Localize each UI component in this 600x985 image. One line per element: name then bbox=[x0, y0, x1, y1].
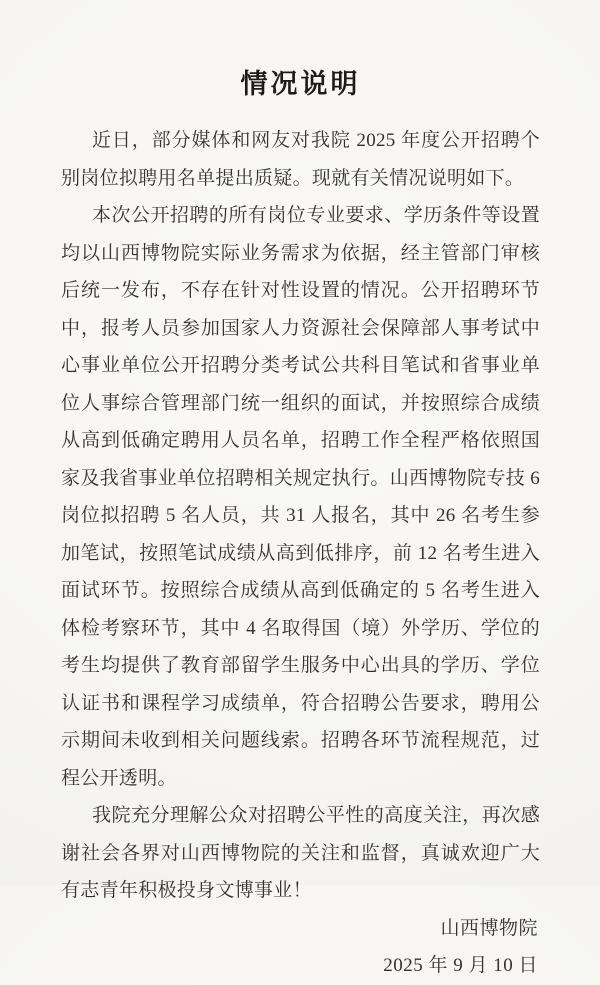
paragraph-main-explanation: 本次公开招聘的所有岗位专业要求、学历条件等设置均以山西博物院实际业务需求为依据，经主管部门审核后统一发布，不存在针对性设置的情况。公开招聘环节中，报考人员参加国家人力资源社会保障部人事考试中心事业单位公开招聘分类考试公共科目笔试和省事业单位人事综合管理部门统一组织的面试，并按照综合成绩从高到低确定聘用人员名单，招聘工作全程严格依照国家及我省事业单位招聘相关规定执行。山西博物院专技 6 岗位拟招聘 5 名人员，共 31 人报名，其中 26 名考生参加笔试，按照笔试成绩从高到低排序，前 12 名考生进入面试环节。按照综合成绩从高到低确定的 5 名考生进入体检考察环节，其中 4 名取得国（境）外学历、学位的考生均提供了教育部留学生服务中心出具的学历、学位认证书和课程学习成绩单，符合招聘公告要求，聘用公示期间未收到相关问题线索。招聘各环节流程规范，过程公开透明。 bbox=[61, 205, 540, 789]
signature-organization: 山西博物院 bbox=[440, 917, 538, 939]
paragraph-intro: 近日，部分媒体和网友对我院 2025 年度公开招聘个别岗位拟聘用名单提出质疑。现就有关情况说明如下。 bbox=[61, 130, 540, 189]
signature-block bbox=[61, 910, 540, 985]
document-body bbox=[61, 122, 540, 910]
signature-date: 2025 年 9 月 10 日 bbox=[383, 955, 538, 976]
paragraph-closing: 我院充分理解公众对招聘公平性的高度关注，再次感谢社会各界对山西博物院的关注和监督，真诚欢迎广大有志青年积极投身文博事业！ bbox=[61, 805, 540, 901]
document-title: 情况说明 bbox=[240, 69, 361, 99]
